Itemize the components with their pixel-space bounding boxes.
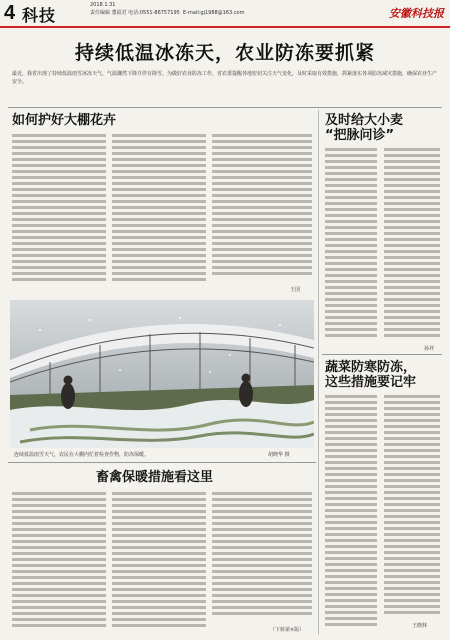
issue-date: 2018.1.31 [90,2,116,8]
article-signature: 王国 [290,287,301,293]
photo-image [10,300,314,448]
main-headline: 持续低温冰冻天，农业防冻要抓紧 [74,42,375,64]
article-body-livestock-col1 [12,492,106,632]
lead-paragraph: 最近，我省出现了持续低温雨雪冰冻天气，气温骤然下降并伴有降雪。为做好农业防冻工作，省农委提醒各地密切关注天气变化，及时采取有效措施，抓紧落实各项防冻减灾措施，确保农业生产安全。 [12,71,438,85]
paper-name: 安徽科技报 [389,7,444,20]
section-title: 科技 [22,6,57,25]
photo-credit: 胡晓华 摄 [268,452,290,458]
continued-note: （下转第×版） [270,627,305,633]
article-body-flowers-col2 [112,134,206,284]
article-body-flowers-col1 [12,134,106,284]
article-body-wheat-col1 [325,148,377,343]
article-body-veg-col2 [384,395,440,620]
greenhouse-snow-photo [10,300,314,448]
article-body-livestock-col2 [112,492,206,632]
editor-email: E-mail:gj1988@163.com [183,10,245,16]
column-divider [318,110,319,635]
page-number: 4 [4,2,16,24]
article-title-wheat: 及时给大小麦 “把脉问诊” [325,113,404,143]
article-signature: 孙祥 [424,346,435,352]
masthead [0,0,450,28]
article-body-wheat-col2 [384,148,440,343]
article-title-flowers: 如何护好大棚花卉 [12,113,117,128]
article-body-veg-col1 [325,395,377,630]
article-body-flowers-col3 [212,134,312,284]
divider [8,462,316,463]
article-body-livestock-col3 [212,492,312,622]
editor-line: 责任编辑 董福君 电话:0551-86757195 [90,10,180,16]
article-title-vegetables: 蔬菜防寒防冻， 这些措施要记牢 [325,360,417,390]
article-title-livestock: 畜禽保暖措施看这里 [96,470,214,485]
photo-caption: 连续低温雨雪天气，农民在大棚内忙着检查作物，防冻保暖。 [14,452,150,458]
divider [8,107,442,108]
article-signature: 王晓林 [412,623,428,629]
masthead-meta [90,1,245,17]
divider [322,354,442,355]
